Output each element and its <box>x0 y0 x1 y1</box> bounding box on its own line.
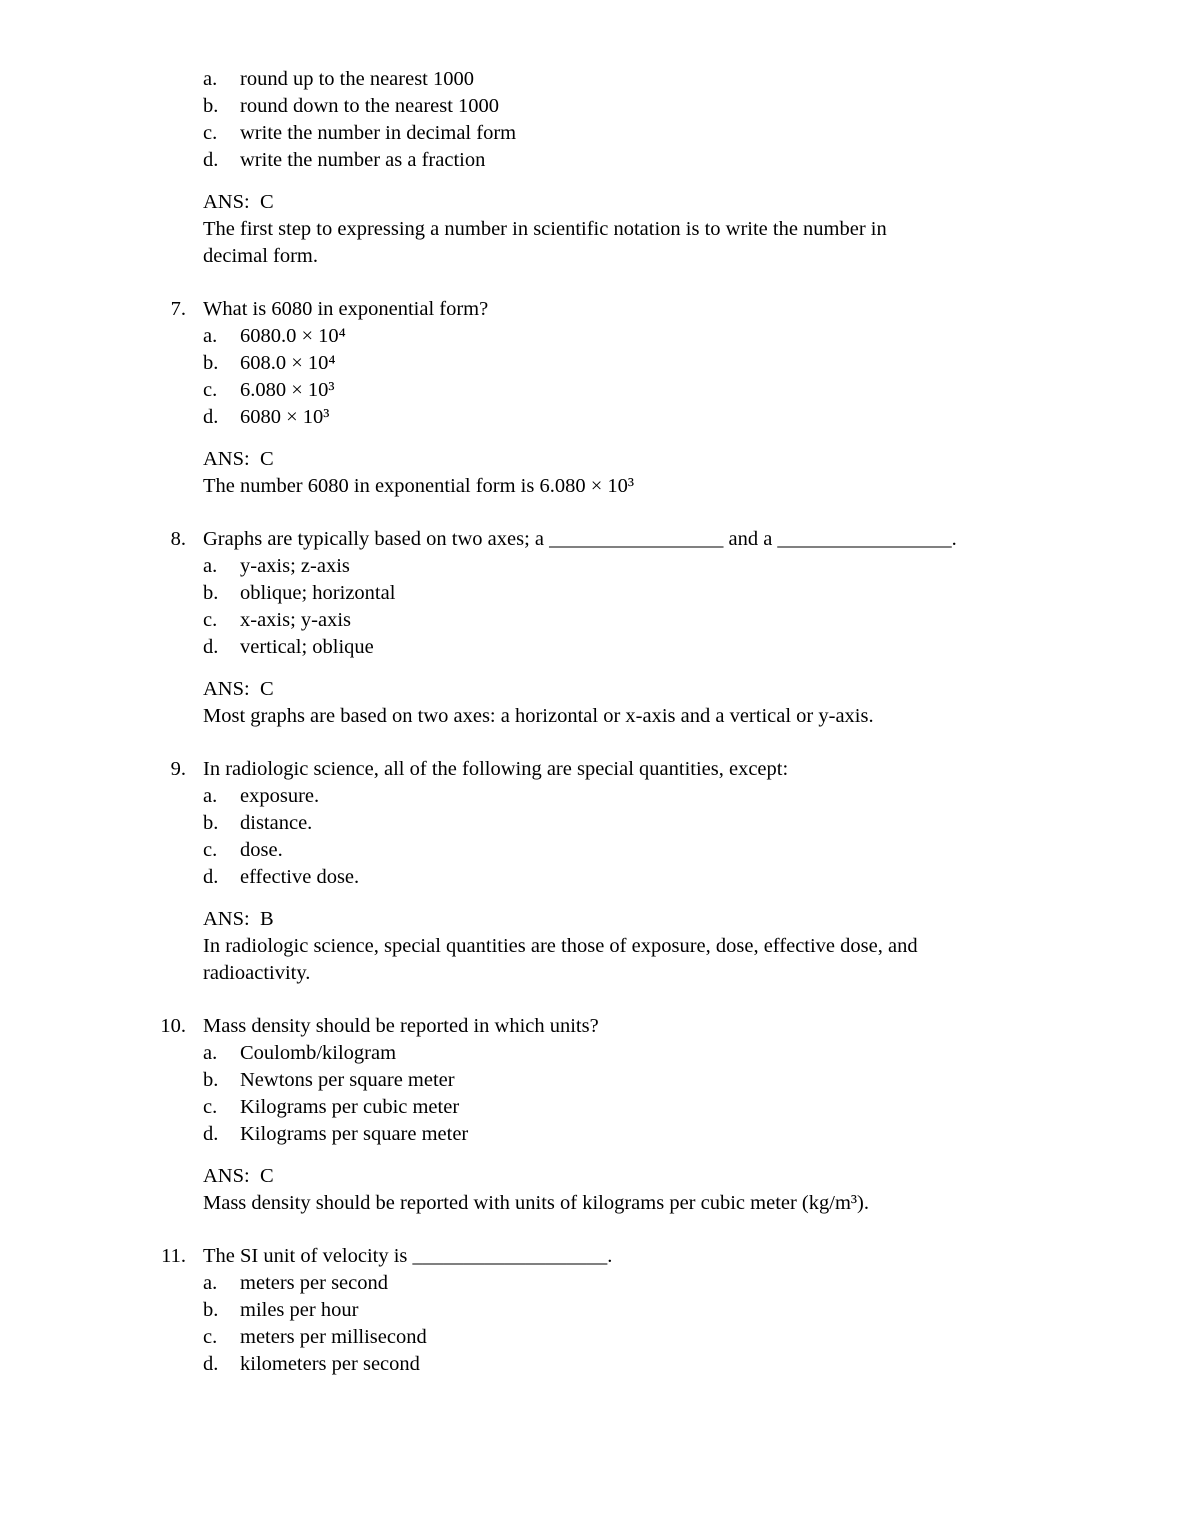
option-row <box>203 350 634 377</box>
option-row <box>203 580 957 607</box>
option-letter: d. <box>203 636 219 658</box>
option-row <box>203 377 634 404</box>
answer-line: ANS: C <box>203 191 274 213</box>
explanation-line: Most graphs are based on two axes: a horizontal or x-axis and a vertical or y-axis. <box>203 705 874 727</box>
question-block-7 <box>0 296 1190 500</box>
option-letter: c. <box>203 122 218 144</box>
option-row <box>203 120 887 147</box>
question-block-partial <box>0 66 1190 270</box>
option-row <box>203 1351 612 1378</box>
option-letter: b. <box>203 352 219 374</box>
option-row <box>203 1270 612 1297</box>
option-row <box>203 553 957 580</box>
option-letter: c. <box>203 1326 218 1348</box>
option-text: 6080 × 10³ <box>240 406 330 428</box>
option-row <box>203 323 634 350</box>
option-text: exposure. <box>240 785 320 807</box>
question-block-10 <box>0 1013 1190 1217</box>
option-text: write the number in decimal form <box>240 122 517 144</box>
option-letter: c. <box>203 609 218 631</box>
question-block-8 <box>0 526 1190 730</box>
option-letter: a. <box>203 68 218 90</box>
question-text: Mass density should be reported in which units? <box>203 1015 599 1037</box>
explanation <box>203 1190 869 1217</box>
option-row <box>203 1121 869 1148</box>
option-letter: b. <box>203 812 219 834</box>
explanation-line: decimal form. <box>203 245 318 267</box>
option-letter: b. <box>203 1299 219 1321</box>
option-letter: b. <box>203 582 219 604</box>
option-letter: a. <box>203 785 218 807</box>
option-text: Kilograms per square meter <box>240 1123 469 1145</box>
question-text: The SI unit of velocity is ___________________. <box>203 1245 613 1267</box>
option-text: y-axis; z-axis <box>240 555 350 577</box>
option-text: round down to the nearest 1000 <box>240 95 500 117</box>
question-number: 8. <box>170 528 186 550</box>
option-row <box>203 837 918 864</box>
option-text: write the number as a fraction <box>240 149 486 171</box>
option-row <box>203 93 887 120</box>
question-block-11 <box>0 1243 1190 1378</box>
option-text: 608.0 × 10⁴ <box>240 352 336 374</box>
option-row <box>203 1094 869 1121</box>
option-row <box>203 783 918 810</box>
option-text: dose. <box>240 839 283 861</box>
explanation <box>203 216 887 270</box>
option-text: effective dose. <box>240 866 360 888</box>
option-letter: b. <box>203 95 219 117</box>
option-row <box>203 147 887 174</box>
answer-line: ANS: C <box>203 678 274 700</box>
option-row <box>203 1324 612 1351</box>
option-text: vertical; oblique <box>240 636 374 658</box>
explanation-line: radioactivity. <box>203 962 311 984</box>
option-letter: c. <box>203 379 218 401</box>
option-text: x-axis; y-axis <box>240 609 352 631</box>
explanation-line: The first step to expressing a number in scientific notation is to write the number in <box>203 218 887 240</box>
option-letter: d. <box>203 149 219 171</box>
option-letter: a. <box>203 1272 218 1294</box>
question-text: Graphs are typically based on two axes; a _________________ and a _________________. <box>203 528 957 550</box>
option-row <box>203 634 957 661</box>
option-text: Kilograms per cubic meter <box>240 1096 460 1118</box>
option-row <box>203 1297 612 1324</box>
question-number: 11. <box>161 1245 186 1267</box>
question-block-9 <box>0 756 1190 987</box>
option-row <box>203 1067 869 1094</box>
explanation <box>203 703 957 730</box>
question-text: In radiologic science, all of the following are special quantities, except: <box>203 758 789 780</box>
option-letter: d. <box>203 1123 219 1145</box>
option-text: Coulomb/kilogram <box>240 1042 397 1064</box>
option-letter: c. <box>203 1096 218 1118</box>
option-text: 6080.0 × 10⁴ <box>240 325 346 347</box>
option-letter: a. <box>203 1042 218 1064</box>
explanation <box>203 473 634 500</box>
option-text: 6.080 × 10³ <box>240 379 335 401</box>
option-row <box>203 1040 869 1067</box>
question-number: 9. <box>170 758 186 780</box>
option-row <box>203 810 918 837</box>
answer-line: ANS: C <box>203 1165 274 1187</box>
option-text: oblique; horizontal <box>240 582 396 604</box>
explanation-line: In radiologic science, special quantities are those of exposure, dose, effective dose, and <box>203 935 918 957</box>
option-row <box>203 66 887 93</box>
option-letter: a. <box>203 325 218 347</box>
answer-line: ANS: C <box>203 448 274 470</box>
option-letter: d. <box>203 1353 219 1375</box>
option-letter: d. <box>203 866 219 888</box>
option-row <box>203 607 957 634</box>
option-letter: d. <box>203 406 219 428</box>
explanation-line: Mass density should be reported with units of kilograms per cubic meter (kg/m³). <box>203 1192 869 1214</box>
option-text: Newtons per square meter <box>240 1069 455 1091</box>
question-number <box>0 66 186 270</box>
explanation-line: The number 6080 in exponential form is 6.080 × 10³ <box>203 475 635 497</box>
answer-line: ANS: B <box>203 908 274 930</box>
option-letter: c. <box>203 839 218 861</box>
option-text: meters per second <box>240 1272 388 1294</box>
option-letter: b. <box>203 1069 219 1091</box>
option-row <box>203 864 918 891</box>
question-number: 10. <box>160 1015 186 1037</box>
explanation <box>203 933 918 987</box>
option-text: distance. <box>240 812 313 834</box>
question-text: What is 6080 in exponential form? <box>203 298 489 320</box>
option-text: meters per millisecond <box>240 1326 427 1348</box>
option-text: round up to the nearest 1000 <box>240 68 474 90</box>
option-letter: a. <box>203 555 218 577</box>
option-text: miles per hour <box>240 1299 359 1321</box>
question-number: 7. <box>170 298 186 320</box>
option-row <box>203 404 634 431</box>
option-text: kilometers per second <box>240 1353 420 1375</box>
